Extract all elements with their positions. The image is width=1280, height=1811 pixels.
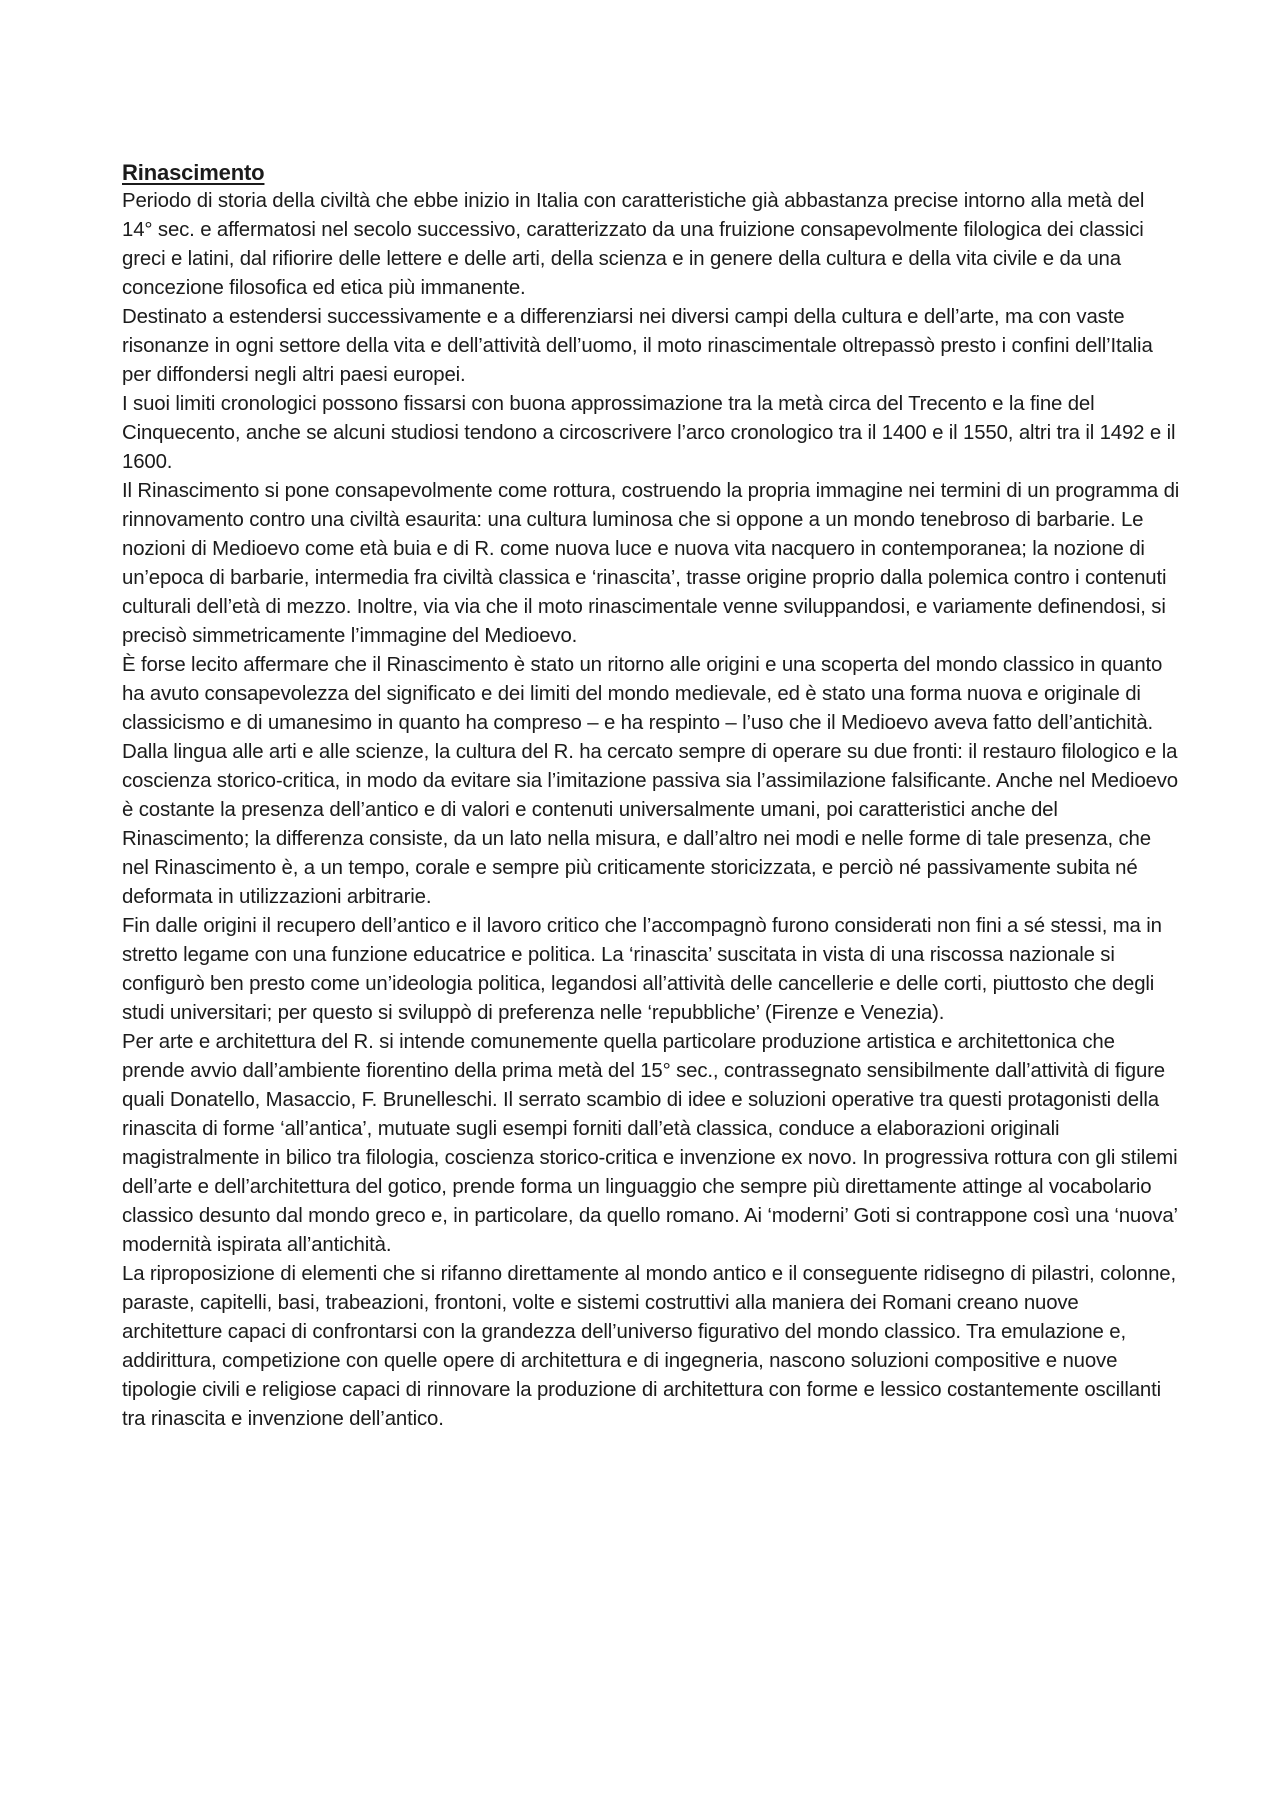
paragraph-rupture: Il Rinascimento si pone consapevolmente come rottura, costruendo la propria immagine nei termini di un programma di rinnovamento contro una civiltà esaurita: una cultura luminosa che si oppone a un mondo tenebroso di barbarie. Le nozioni di Medioevo come età buia e di R. come nuova luce e nuova vita nacquero in contemporanea; la nozione di un’epoca di barbarie, intermedia fra civiltà classica e ‘rinascita’, trasse origine proprio dalla polemica contro i contenuti culturali dell’età di mezzo. Inoltre, via via che il moto rinascimentale venne sviluppandosi, e variamente definendosi, si precisò simmetricamente l’immagine del Medioevo. bbox=[122, 480, 1180, 647]
paragraph-art-architecture: Per arte e architettura del R. si intende comunemente quella particolare produzione artistica e architettonica che prende avvio dall’ambiente fiorentino della prima metà del 15° sec., contrassegnato sensibilmente dall’attività di figure quali Donatello, Masaccio, F. Brunelleschi. Il serrato scambio di idee e soluzioni operative tra questi protagonisti della rinascita di forme ‘all’antica’, mutuate sugli esempi forniti dall’età classica, conduce a elaborazioni originali magistralmente in bilico tra filologia, coscienza storico-critica e invenzione ex novo. In progressiva rottura con gli stilemi dell’arte e dell’architettura del gotico, prende forma un linguaggio che sempre più direttamente attinge al vocabolario classico desunto dal mondo greco e, in particolare, da quello romano. Ai ‘moderni’ Goti si contrappone così una ‘nuova’ modernità ispirata all’antichità. bbox=[122, 1031, 1178, 1256]
paragraph-intro: Periodo di storia della civiltà che ebbe inizio in Italia con caratteristiche già abbastanza precise intorno alla metà del 14° sec. e affermatosi nel secolo successivo, caratterizzato da una fruizione consapevolmente filologica dei classici greci e latini, dal rifiorire delle lettere e delle arti, della scienza e in genere della cultura e della vita civile e da una concezione filosofica ed etica più immanente. bbox=[122, 190, 1145, 299]
paragraph-politics: Fin dalle origini il recupero dell’antico e il lavoro critico che l’accompagnò furono considerati non fini a sé stessi, ma in stretto legame con una funzione educatrice e politica. La ‘rinascita’ suscitata in vista di una riscossa nazionale si configurò ben presto come un’ideologia politica, legandosi all’attività delle cancellerie e delle corti, piuttosto che degli studi universitari; per questo si sviluppò di preferenza nelle ‘repubbliche’ (Firenze e Venezia). bbox=[122, 915, 1162, 1024]
paragraph-diffusion: Destinato a estendersi successivamente e a differenziarsi nei diversi campi della cultura e dell’arte, ma con vaste risonanze in ogni settore della vita e dell’attività dell’uomo, il moto rinascimentale oltrepassò presto i confini dell’Italia per diffondersi negli altri paesi europei. bbox=[122, 306, 1153, 386]
paragraph-chronology: I suoi limiti cronologici possono fissarsi con buona approssimazione tra la metà circa del Trecento e la fine del Cinquecento, anche se alcuni studiosi tendono a circoscrivere l’arco cronologico tra il 1400 e il 1550, altri tra il 1492 e il 1600. bbox=[122, 393, 1176, 473]
document-body bbox=[122, 158, 1180, 1434]
document-title: Rinascimento bbox=[122, 160, 265, 185]
paragraph-classicism: È forse lecito affermare che il Rinascimento è stato un ritorno alle origini e una scoperta del mondo classico in quanto ha avuto consapevolezza del significato e dei limiti del mondo medievale, ed è stato una forma nuova e originale di classicismo e di umanesimo in quanto ha compreso – e ha respinto – l’uso che il Medioevo aveva fatto dell’antichità. Dalla lingua alle arti e alle scienze, la cultura del R. ha cercato sempre di operare su due fronti: il restauro filologico e la coscienza storico-critica, in modo da evitare sia l’imitazione passiva sia l’assimilazione falsificante. Anche nel Medioevo è costante la presenza dell’antico e di valori e contenuti universalmente umani, poi caratteristici anche del Rinascimento; la differenza consiste, da un lato nella misura, e dall’altro nei modi e nelle forme di tale presenza, che nel Rinascimento è, a un tempo, corale e sempre più criticamente storicizzata, e perciò né passivamente subita né deformata in utilizzazioni arbitrarie. bbox=[122, 654, 1178, 908]
paragraph-antique-elements: La riproposizione di elementi che si rifanno direttamente al mondo antico e il conseguente ridisegno di pilastri, colonne, paraste, capitelli, basi, trabeazioni, frontoni, volte e sistemi costruttivi alla maniera dei Romani creano nuove architetture capaci di confrontarsi con la grandezza dell’universo figurativo del mondo classico. Tra emulazione e, addirittura, competizione con quelle opere di architettura e di ingegneria, nascono soluzioni compositive e nuove tipologie civili e religiose capaci di rinnovare la produzione di architettura con forme e lessico costantemente oscillanti tra rinascita e invenzione dell’antico. bbox=[122, 1263, 1176, 1430]
